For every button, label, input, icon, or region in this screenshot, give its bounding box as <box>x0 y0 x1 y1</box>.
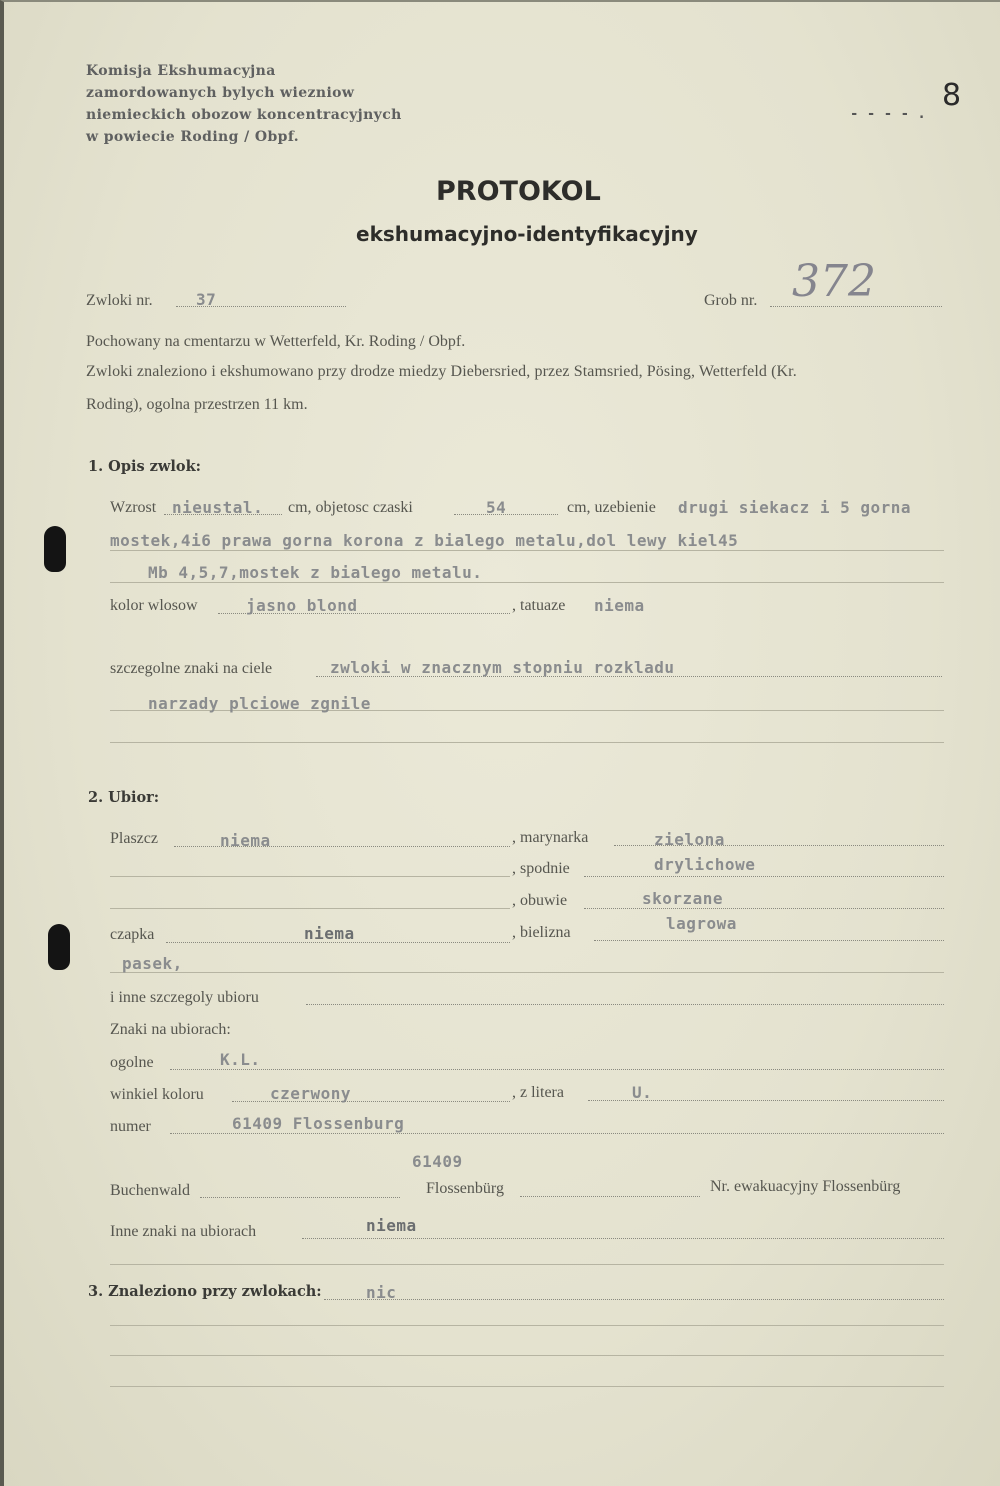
commission-header <box>86 60 402 148</box>
znaki-value-2: narzady plciowe zgnile <box>148 694 371 713</box>
czapka-value: niema <box>304 924 355 943</box>
spodnie-label: , spodnie <box>512 860 570 877</box>
spodnie-value: drylichowe <box>654 855 756 874</box>
numer-value: 61409 Flossenburg <box>232 1114 405 1133</box>
znaki-na-ubiorach-label: Znaki na ubiorach: <box>110 1021 231 1038</box>
page-number: 8 <box>942 78 962 113</box>
inne-szczegoly-label: i inne szczegoly ubioru <box>110 989 259 1006</box>
kolor-value: jasno blond <box>246 596 358 615</box>
obuwie-value: skorzane <box>642 889 724 908</box>
header-line-2: zamordowanych bylych wiezniow <box>86 85 355 101</box>
zwloki-label: Zwloki nr. <box>86 292 153 309</box>
bielizna-label: , bielizna <box>512 924 571 941</box>
intro-line-3: Roding), ogolna przestrzen 11 km. <box>86 396 308 413</box>
header-dashes: - - - - . <box>850 106 926 122</box>
tatuaze-label: , tatuaze <box>512 597 566 614</box>
litera-value: U. <box>632 1083 653 1102</box>
ogolne-value: K.L. <box>220 1050 261 1069</box>
section-1-heading: 1. Opis zwlok: <box>88 458 201 475</box>
winkiel-value: czerwony <box>270 1084 352 1103</box>
kolor-label: kolor wlosow <box>110 597 198 614</box>
winkiel-label: winkiel koloru <box>110 1086 204 1103</box>
bielizna-value: lagrowa <box>666 914 737 933</box>
document-subtitle: ekshumacyjno-identyfikacyjny <box>356 222 698 246</box>
section-2-heading: 2. Ubior: <box>88 789 160 806</box>
teeth-line-3: Mb 4,5,7,mostek z bialego metalu. <box>148 563 483 582</box>
intro-line-2: Zwloki znaleziono i ekshumowano przy drodze miedzy Diebersried, przez Stamsried, Pösing, Wetterfeld (Kr. <box>86 363 797 380</box>
buchenwald-label: Buchenwald <box>110 1182 190 1199</box>
znaki-value: zwloki w znacznym stopniu rozkladu <box>330 658 675 677</box>
inne-znaki-value: niema <box>366 1216 417 1235</box>
document-title: PROTOKOL <box>436 176 601 207</box>
intro-line-1: Pochowany na cmentarzu w Wetterfeld, Kr. Roding / Obpf. <box>86 333 466 350</box>
czapka-label: czapka <box>110 926 155 943</box>
binder-clip-bottom <box>48 924 70 970</box>
ogolne-label: ogolne <box>110 1054 154 1071</box>
ewakuacyjny-label: Nr. ewakuacyjny Flossenbürg <box>710 1178 901 1195</box>
objetosc-label: cm, objetosc czaski <box>288 499 413 516</box>
plaszcz-value: niema <box>220 831 271 850</box>
header-line-1: Komisja Ekshumacyjna <box>86 63 276 79</box>
uzebienie-value: drugi siekacz i 5 gorna <box>678 498 912 517</box>
tatuaze-value: niema <box>594 596 645 615</box>
numer-label: numer <box>110 1118 151 1135</box>
wzrost-label: Wzrost <box>110 499 157 516</box>
section-3-value: nic <box>366 1283 397 1302</box>
zwloki-value: 37 <box>196 290 217 309</box>
uzebienie-label: cm, uzebienie <box>567 499 656 516</box>
czaszka-value: 54 <box>486 498 507 517</box>
znaki-label: szczegolne znaki na ciele <box>110 660 273 677</box>
header-line-3: niemieckich obozow koncentracyjnych <box>86 107 402 123</box>
plaszcz-label: Plaszcz <box>110 830 158 847</box>
section-3-heading: 3. Znaleziono przy zwlokach: <box>88 1283 322 1300</box>
numer-value-2: 61409 <box>412 1152 463 1171</box>
pasek-value: pasek, <box>122 954 183 973</box>
litera-label: , z litera <box>512 1084 564 1101</box>
grob-label: Grob nr. <box>704 292 758 309</box>
wzrost-value: nieustal. <box>172 498 264 517</box>
marynarka-value: zielona <box>654 830 725 849</box>
teeth-line-2: mostek,4i6 prawa gorna korona z bialego metalu,dol lewy kiel45 <box>110 531 739 550</box>
flossenburg-label: Flossenbürg <box>426 1180 504 1197</box>
marynarka-label: , marynarka <box>512 829 589 846</box>
binder-clip-top <box>44 526 66 572</box>
header-line-4: w powiecie Roding / Obpf. <box>86 129 300 145</box>
inne-znaki-label: Inne znaki na ubiorach <box>110 1223 257 1240</box>
grob-handwritten-value: 372 <box>792 256 876 307</box>
obuwie-label: , obuwie <box>512 892 568 909</box>
